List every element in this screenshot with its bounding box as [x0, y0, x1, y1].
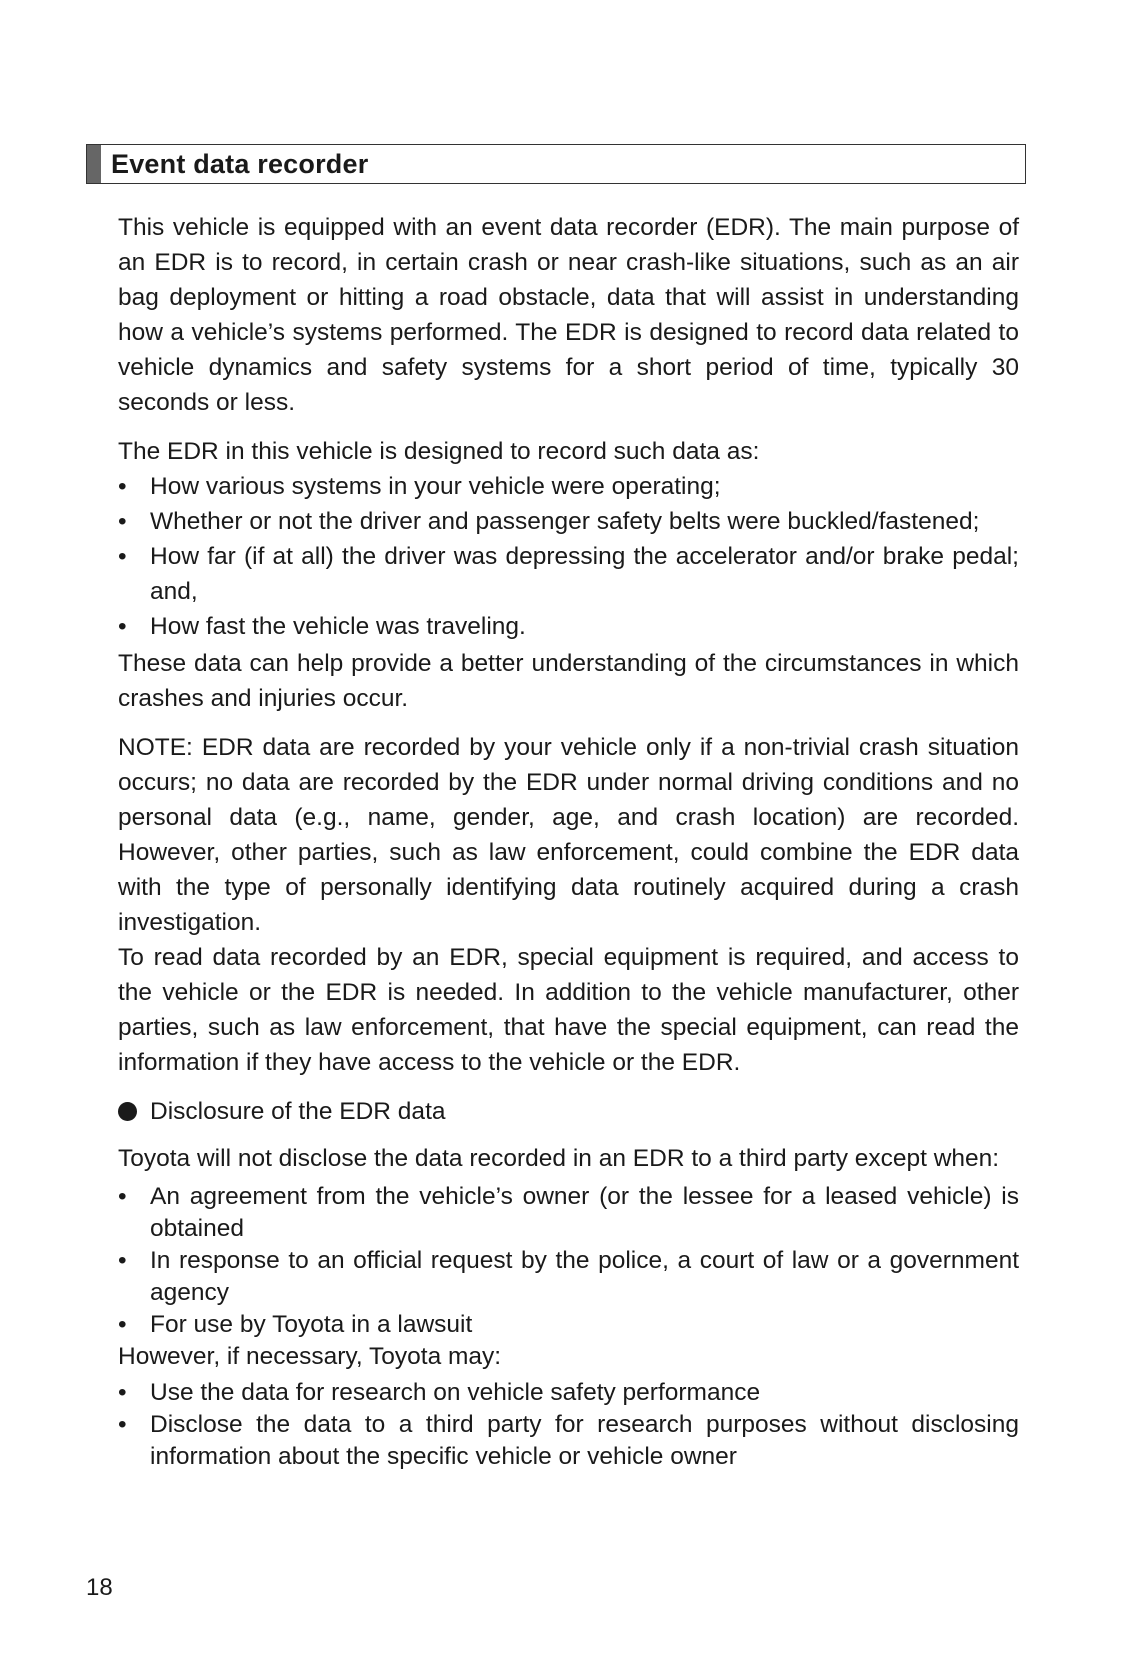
filled-circle-icon — [118, 1102, 137, 1121]
may-items-list — [118, 1377, 1019, 1473]
disclosure-items-list — [118, 1181, 1019, 1341]
may-lead-paragraph: However, if necessary, Toyota may: — [118, 1343, 502, 1370]
list-item: • In response to an official request by the police, a court of law or a government agency — [118, 1247, 1019, 1306]
bullet-icon: • — [118, 1379, 127, 1406]
bullet-icon: • — [118, 508, 127, 535]
list-item: • Disclose the data to a third party for research purposes without disclosing information about the specific vehicle or vehicle owner — [118, 1411, 1019, 1470]
note-paragraph: NOTE: EDR data are recorded by your vehicle only if a non-trivial crash situation occurs; no data are recorded by the EDR under normal driving conditions and no personal data (e.g., name, gender, age, and crash location) are recorded. However, other parties, such as law enforcement, could combine the EDR data with the type of personally identifying data routinely acquired during a crash investigation. — [118, 734, 1019, 936]
disclosure-heading — [118, 1094, 1019, 1129]
bullet-icon: • — [118, 473, 127, 500]
header-accent-bar — [87, 145, 101, 183]
record-lead-paragraph: The EDR in this vehicle is designed to record such data as: — [118, 438, 760, 465]
list-item: • How various systems in your vehicle were operating; — [118, 469, 1019, 504]
list-item: • How fast the vehicle was traveling. — [118, 609, 1019, 644]
intro-paragraph: This vehicle is equipped with an event data recorder (EDR). The main purpose of an EDR is to record, in certain crash or near crash-like situations, such as an air bag deployment or hitting a road obstacle, data that will assist in understanding how a vehicle’s systems performed. The EDR is designed to record data related to vehicle dynamics and safety systems for a short period of time, typically 30 seconds or less. — [118, 214, 1019, 416]
record-items-list — [118, 469, 1019, 644]
section-title: Event data recorder — [111, 148, 369, 179]
list-item: • Whether or not the driver and passenger safety belts were buckled/fastened; — [118, 504, 1019, 539]
list-item: • How far (if at all) the driver was depressing the accelerator and/or brake pedal; and, — [118, 539, 1019, 609]
disclosure-lead-paragraph: Toyota will not disclose the data recorded in an EDR to a third party except when: — [118, 1145, 1000, 1172]
bullet-icon: • — [118, 1411, 127, 1438]
bullet-icon: • — [118, 1311, 127, 1338]
list-item: • Use the data for research on vehicle safety performance — [118, 1377, 1019, 1409]
help-paragraph: These data can help provide a better understanding of the circumstances in which crashes and injuries occur. — [118, 650, 1019, 712]
bullet-icon: • — [118, 1247, 127, 1274]
bullet-icon: • — [118, 543, 127, 570]
bullet-icon: • — [118, 1183, 127, 1210]
list-item: • An agreement from the vehicle’s owner (or the lessee for a leased vehicle) is obtained — [118, 1183, 1019, 1242]
page-content — [118, 210, 1019, 1473]
read-paragraph: To read data recorded by an EDR, special equipment is required, and access to the vehicle or the EDR is needed. In addition to the vehicle manufacturer, other parties, such as law enforcement, that have the special equipment, can read the information if they have access to the vehicle or the EDR. — [118, 944, 1019, 1076]
bullet-icon: • — [118, 613, 127, 640]
page-number: 18 — [86, 1574, 113, 1601]
disclosure-heading-text: Disclosure of the EDR data — [150, 1098, 446, 1125]
list-item: • For use by Toyota in a lawsuit — [118, 1309, 1019, 1341]
section-header — [86, 144, 1026, 184]
